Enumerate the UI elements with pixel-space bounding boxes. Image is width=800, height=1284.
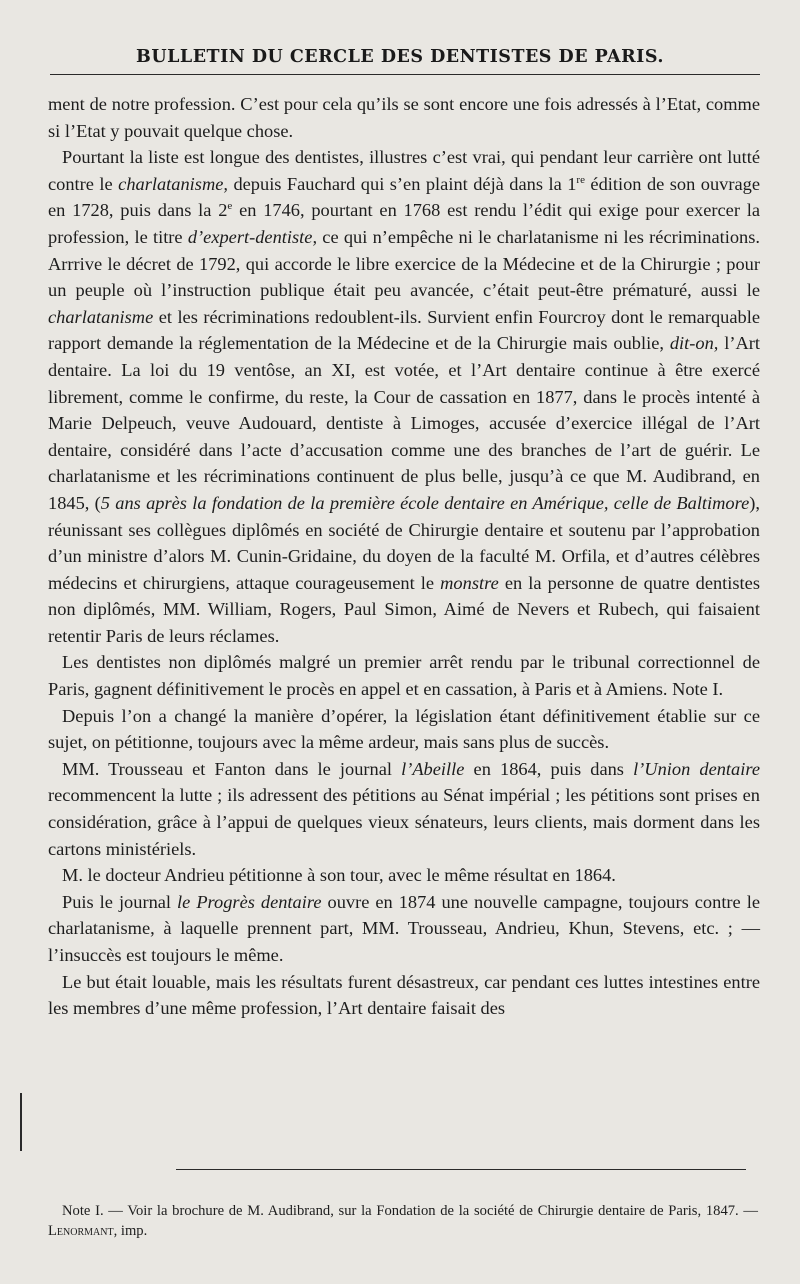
- text-run: en la personne de quatre dentistes non diplômés, MM. William, Rogers, Paul Simon, Aimé de Nevers et Rubech, qui faisaient retentir Paris de leurs réclames.: [48, 572, 760, 646]
- paragraph: [48, 144, 760, 649]
- text-run: recommencent la lutte ; ils adressent des pétitions au Sénat impérial ; les pétitions sont prises en considération, grâce à l’appui de quelques vieux sénateurs, leurs clients, mais dorment dans les cartons ministériels.: [48, 785, 760, 859]
- text-run: ce qui n’empêche ni le charlatanisme ni les récriminations. Arrrive le décret de 1792, qui accorde le libre exercice de la Médecine et de la Chirurgie ; pour un peuple où l’instruction publique était peu avancée, c’était peut-être prématuré, aussi le: [48, 226, 760, 301]
- italic-text: dit-on,: [669, 333, 719, 354]
- italic-text: l’Abeille: [401, 758, 465, 779]
- paragraph: [48, 969, 760, 1022]
- footnote-suffix: , imp.: [113, 1223, 148, 1239]
- text-run: ment de notre profession. C’est pour cela qu’ils se sont encore une fois adressés à l’Etat, comme si l’Etat y pouvait quelque chose.: [48, 94, 760, 141]
- running-header: BULLETIN DU CERCLE DES DENTISTES DE PARIS.: [136, 47, 664, 67]
- header-rule: [50, 74, 760, 75]
- text-run: Depuis l’on a changé la manière d’opérer, la législation étant définitivement établie sur ce sujet, on pétitionne, toujours avec la même ardeur, mais sans plus de succès.: [48, 705, 760, 753]
- text-run: en 1864, puis dans: [464, 758, 634, 779]
- text-run: Le but était louable, mais les résultats furent désastreux, car pendant ces luttes intestines entre les membres d’une même profession, l’Art dentaire faisait des: [48, 971, 760, 1019]
- paragraph: [48, 756, 760, 862]
- text-run: M. le docteur Andrieu pétitionne à son tour, avec le même résultat en 1864.: [62, 865, 616, 886]
- text-run: et les récriminations redoublent-ils. Survient enfin Fourcroy dont le remarquable rapport demande la réglementation de la Médecine et de la Chirurgie mais oublie,: [48, 306, 760, 354]
- margin-mark: [20, 1093, 22, 1151]
- italic-text: charlatanisme: [48, 306, 154, 327]
- italic-text: charlatanisme,: [118, 173, 228, 194]
- footnote-paragraph: [48, 1201, 758, 1241]
- text-run: Les dentistes non diplômés malgré un premier arrêt rendu par le tribunal correctionnel de Paris, gagnent définitivement le procès en appel et en cassation, à Paris et à Amiens. Note I.: [48, 652, 760, 700]
- paragraph: [48, 91, 760, 144]
- superscript: re: [576, 173, 585, 186]
- italic-text: l’Union dentaire: [633, 758, 760, 779]
- footnote-printer: Lenormant: [48, 1223, 114, 1239]
- text-run: depuis Fauchard qui s’en plaint déjà dans la 1: [227, 173, 577, 194]
- text-run: ouvre en 1874 une nouvelle campagne, toujours contre le charlatanisme, à laquelle prennent part, MM. Trousseau, Andrieu, Khun, Stevens, etc. ; — l’insuccès est toujours le même.: [48, 891, 760, 965]
- text-run: Puis le journal: [62, 891, 178, 912]
- paragraph: [48, 889, 760, 969]
- text-run: en 1746, pourtant en 1768 est rendu l’édit qui exige pour exercer la profession, le titre: [48, 200, 760, 247]
- footnote-text: Note I. — Voir la brochure de M. Audibrand, sur la Fondation de la société de Chirurgie dentaire de Paris, 1847. —: [62, 1203, 758, 1219]
- footnote: [48, 1201, 758, 1241]
- text-run: ), réunissant ses collègues diplômés en société de Chirurgie dentaire et soutenu par l’approbation d’un ministre d’alors M. Cunin-Gridaine, du doyen de la faculté M. Orfila, et d’autres célèbres médecins et chirurgiens, attaque courageusement le: [48, 492, 761, 593]
- paragraph: [48, 649, 760, 702]
- body-text: [48, 91, 760, 1022]
- text-run: édition de son ouvrage en 1728, puis dans la 2: [48, 173, 761, 221]
- paragraph: [48, 862, 760, 889]
- italic-text: 5 ans après la fondation de la première école dentaire en Amérique, celle de Baltimore: [100, 492, 750, 513]
- superscript: e: [227, 200, 233, 213]
- text-run: l’Art dentaire. La loi du 19 ventôse, an XI, est votée, et l’Art dentaire continue à être exercé librement, comme le confirme, du reste, la Cour de cassation en 1877, dans le procès intenté à Marie Delpeuch, veuve Audouard, dentiste à Limoges, accusée d’exercice illégal de l’Art dentaire, considéré dans l’acte d’accusation comme une des branches de l’art de guérir. Le charlatanisme et les récriminations continuent de plus belle, jusqu’à ce que M. Audibrand, en 1845, (: [48, 333, 760, 513]
- paragraph: [48, 703, 760, 756]
- italic-text: monstre: [440, 572, 499, 593]
- text-run: Pourtant la liste est longue des dentistes, illustres c’est vrai, qui pendant leur carrière ont lutté contre le: [48, 147, 760, 194]
- italic-text: d’expert-dentiste,: [187, 226, 318, 247]
- text-run: MM. Trousseau et Fanton dans le journal: [62, 758, 402, 779]
- italic-text: le Progrès dentaire: [177, 891, 322, 912]
- footnote-rule: [176, 1169, 746, 1170]
